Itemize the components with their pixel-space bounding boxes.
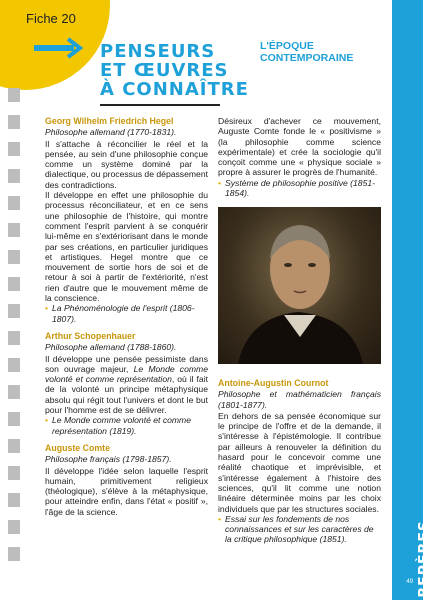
- arrow-right-icon: [34, 38, 86, 58]
- left-column: [45, 116, 208, 517]
- right-column-lower: [218, 378, 381, 545]
- work-item: • La Phénoménologie de l'esprit (1806-1807).: [45, 303, 208, 324]
- title-line: À CONNAÎTRE: [100, 79, 249, 100]
- author-subtitle: Philosophe allemand (1770-1831).: [45, 127, 177, 138]
- title-line: PENSEURS: [100, 41, 216, 62]
- title-underline: [100, 104, 220, 106]
- works-list: [218, 514, 381, 545]
- page-title: [100, 42, 249, 99]
- reperes-label: REPÈRES: [417, 520, 433, 598]
- page-number: 49: [406, 579, 413, 585]
- work-item: • Essai sur les fondements de nos connaissances et sur les caractères de la critique philosophique (1851).: [218, 514, 381, 545]
- portrait-image: [218, 207, 381, 364]
- right-column: [218, 116, 381, 198]
- author-subtitle: Philosophe français (1798-1857).: [45, 454, 172, 465]
- reperes-sidebar: [392, 0, 423, 600]
- works-list: [45, 303, 208, 324]
- work-item: • Système de philosophie positive (1851-1854).: [218, 178, 381, 199]
- paragraph: Il développe en effet une philosophie du processus réconciliateur, et en ce sens une philosophie de l'histoire, qui montre comment l'esprit parvient à se conquérir lui-même en s'extériorisant dans le monde par ses créations, en particulier juridiques et artistiques. Hegel montre que ce mouvement de sortie hors de soi et de retour à soi à partir de l'extériorité, n'est rien d'autre que le mouvement même de la conscience.: [45, 190, 208, 304]
- work-item: • Le Monde comme volonté et comme représentation (1819).: [45, 415, 208, 436]
- decorative-squares: [8, 88, 28, 574]
- paragraph: Il développe une pensée pessimiste dans son ouvrage majeur, Le Monde comme volonté et comme représentation, où il fait de la volonté un principe métaphysique absolu qui régit tout l'univers et dont le but pour l'homme est de se délivrer.: [45, 353, 208, 416]
- epoque-heading: L'ÉPOQUE CONTEMPORAINE: [260, 40, 354, 64]
- author-name-schopenhauer: Arthur Schopenhauer: [45, 330, 136, 341]
- paragraph: Désireux d'achever ce mouvement, Auguste Comte fonde le « positivisme » (la philosophie comme science expérimentale) et crée la sociologie qu'il conçoit comme une « physique sociale » propre à assurer le progrès de l'humanité.: [218, 116, 381, 178]
- fiche-label: Fiche 20: [26, 11, 76, 26]
- author-name-cournot: Antoine-Augustin Cournot: [218, 378, 329, 388]
- works-list: [218, 178, 381, 199]
- works-list: [45, 415, 208, 436]
- author-subtitle: Philosophe allemand (1788-1860).: [45, 342, 177, 353]
- portrait-figure: [218, 207, 381, 364]
- paragraph: En dehors de sa pensée économique sur le principe de l'offre et de la demande, il s'intéresse à l'épistémologie. Il contribue par ailleurs à renouveler la définition du hasard pour le concevoir comme une réalité chaotique et imprévisible, et s'intéresse également à l'histoire des sciences, qu'il lit comme une notion linéaire déterminée moins par les choix individuels que par les structures sociales.: [218, 410, 381, 514]
- author-name-comte: Auguste Comte: [45, 442, 111, 453]
- paragraph: Il développe l'idée selon laquelle l'esprit humain, primitivement religieux (théologique), s'élève à la métaphysique, pour atteindre enfin, dans l'état « positif », l'âge de la science.: [45, 465, 208, 517]
- author-subtitle: Philosophe et mathématicien français (1801-1877).: [218, 389, 381, 410]
- paragraph: Il s'attache à réconcilier le réel et la pensée, au sein d'une philosophie conçue comme un système dominé par la dialectique, ou processus de dépassement des contradictions.: [45, 138, 208, 190]
- author-name-hegel: Georg Wilhelm Friedrich Hegel: [45, 116, 174, 126]
- title-line: ET ŒUVRES: [100, 60, 229, 81]
